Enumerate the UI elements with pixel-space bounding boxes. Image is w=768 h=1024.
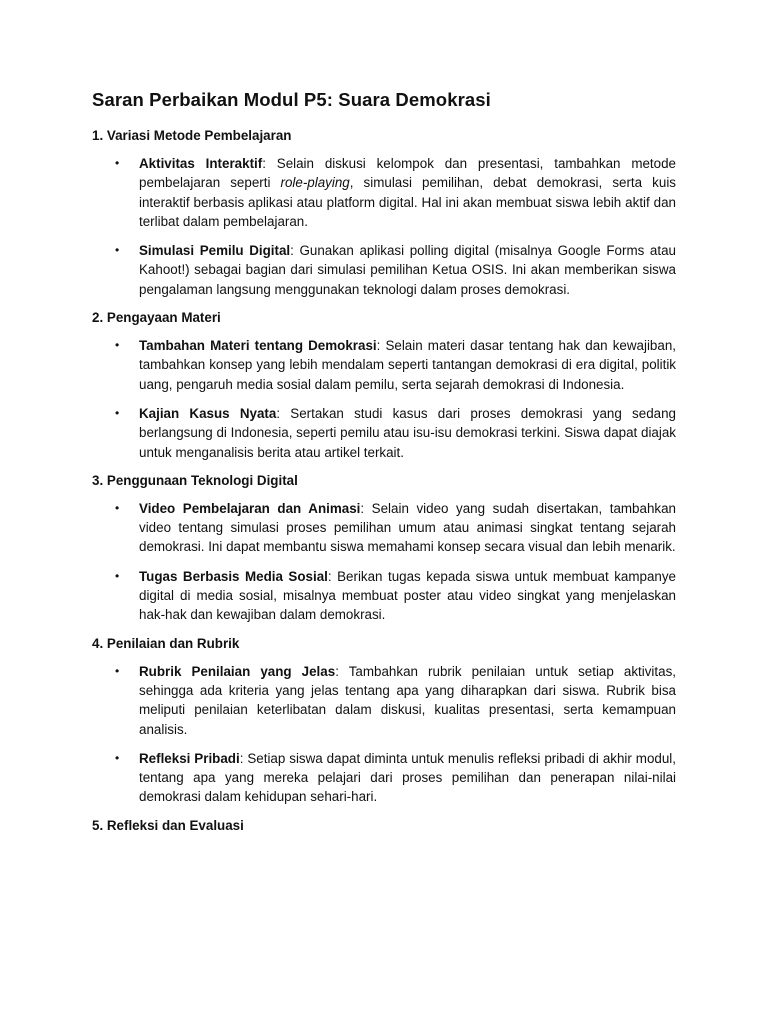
list-item-refleksi-pribadi — [92, 749, 676, 807]
bullet-icon: • — [115, 338, 120, 353]
bullet-icon: • — [115, 663, 120, 678]
item-emphasis: role-playing — [280, 175, 350, 191]
bullet-icon: • — [115, 405, 120, 420]
item-term: Aktivitas Interaktif — [139, 156, 263, 171]
section-heading-teknologi-digital: 3. Penggunaan Teknologi Digital — [92, 472, 298, 488]
list-item-tugas-media-sosial — [92, 567, 676, 625]
section-list-variasi-metode — [92, 154, 676, 299]
item-term: Tambahan Materi tentang Demokrasi — [139, 338, 377, 354]
document-title: Saran Perbaikan Modul P5: Suara Demokrasi — [92, 89, 491, 110]
list-item-rubrik-penilaian — [92, 662, 676, 739]
section-list-pengayaan-materi — [92, 336, 676, 462]
bullet-icon: • — [115, 156, 120, 170]
item-text: : Selain diskusi kelompok dan presentasi, tambahkan metode pembelajaran seperti — [139, 156, 676, 191]
bullet-icon: • — [115, 750, 120, 765]
list-item-aktivitas-interaktif — [92, 154, 676, 231]
section-heading-penilaian-rubrik: 4. Penilaian dan Rubrik — [92, 635, 240, 651]
list-item-tambahan-materi — [92, 336, 676, 394]
item-text: : Selain video yang sudah disertakan, tambahkan video tentang simulasi proses pemilihan umum atau animasi singkat tentang sejarah demokrasi. Ini dapat membantu siswa memahami konsep secara visual dan lebih menarik. — [139, 500, 676, 555]
section-list-penilaian-rubrik — [92, 662, 676, 807]
bullet-icon: • — [115, 568, 120, 583]
item-term: Kajian Kasus Nyata — [139, 405, 277, 421]
item-text: : Gunakan aplikasi polling digital (misalnya Google Forms atau Kahoot!) sebagai bagian dari simulasi pemilihan Ketua OSIS. Ini akan memberikan siswa pengalaman langsung menggunakan teknologi dalam proses demokrasi. — [139, 243, 676, 297]
item-text: : Sertakan studi kasus dari proses demokrasi yang sedang berlangsung di Indonesia, seperti pemilu atau isu-isu demokrasi terkini. Siswa dapat diajak untuk menganalisis berita atau artikel terkait. — [139, 405, 676, 460]
section-heading-pengayaan-materi: 2. Pengayaan Materi — [92, 310, 221, 326]
item-term: Simulasi Pemilu Digital — [139, 243, 291, 259]
item-term: Refleksi Pribadi — [139, 750, 240, 766]
item-text: : Selain materi dasar tentang hak dan kewajiban, tambahkan konsep yang lebih mendalam seperti tantangan demokrasi di era digital, politik uang, pengaruh media sosial dalam pemilu, serta sejarah demokrasi di Indonesia. — [139, 338, 676, 392]
list-item-simulasi-pemilu-digital — [92, 241, 676, 299]
item-term: Rubrik Penilaian yang Jelas — [139, 663, 336, 679]
section-list-teknologi-digital — [92, 499, 676, 625]
list-item-kajian-kasus-nyata — [92, 404, 676, 462]
item-term: Tugas Berbasis Media Sosial — [139, 568, 328, 584]
item-text: , simulasi pemilihan, debat demokrasi, serta kuis interaktif berbasis aplikasi atau platform digital. Hal ini akan membuat siswa lebih aktif dan terlibat dalam pembelajaran. — [139, 175, 676, 229]
item-term: Video Pembelajaran dan Animasi — [139, 500, 361, 516]
item-text: : Tambahkan rubrik penilaian untuk setiap aktivitas, sehingga ada kriteria yang jelas tentang apa yang diharapkan dari siswa. Rubrik bisa meliputi penilaian keterlibatan dalam diskusi, kualitas presentasi, serta kemampuan analisis. — [139, 663, 676, 737]
bullet-icon: • — [115, 243, 120, 258]
section-heading-refleksi-evaluasi: 5. Refleksi dan Evaluasi — [92, 817, 244, 833]
item-text: : Setiap siswa dapat diminta untuk menulis refleksi pribadi di akhir modul, tentang apa yang mereka pelajari dari proses pemilihan dan penerapan nilai-nilai demokrasi dalam kehidupan sehari-hari. — [139, 750, 676, 805]
section-heading-variasi-metode: 1. Variasi Metode Pembelajaran — [92, 128, 292, 143]
list-item-video-pembelajaran — [92, 499, 676, 557]
item-text: : Berikan tugas kepada siswa untuk membuat kampanye digital di media sosial, misalnya membuat poster atau video singkat yang menjelaskan hak-hak dan kewajiban dalam demokrasi. — [139, 568, 676, 623]
bullet-icon: • — [115, 500, 120, 515]
